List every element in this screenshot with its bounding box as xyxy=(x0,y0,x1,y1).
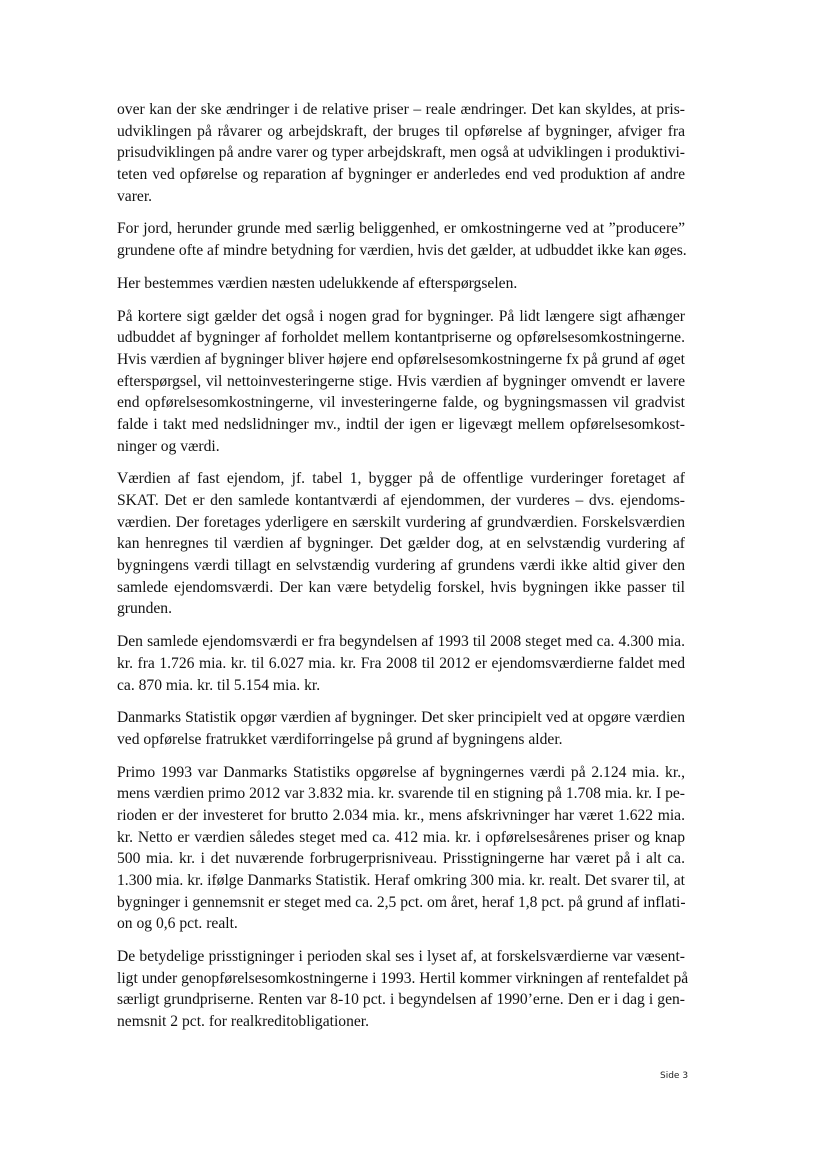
text-line: on og 0,6 pct. realt. xyxy=(117,915,238,933)
text-line: efterspørgsel, vil nettoinvesteringerne stige. Hvis værdien af bygninger omvendt er lavere xyxy=(117,372,685,390)
text-line: kr. fra 1.726 mia. kr. til 6.027 mia. kr. Fra 2008 til 2012 er ejendomsværdierne faldet med xyxy=(117,654,685,672)
text-line: For jord, herunder grunde med særlig beliggenhed, er omkostningerne ved at ”producere” xyxy=(117,220,685,238)
text-line: falde i takt med nedslidninger mv., indtil der igen er ligevægt mellem opførelsesomkost- xyxy=(117,415,685,433)
text-line: særligt grundpriserne. Renten var 8-10 pct. i begyndelsen af 1990’erne. Den er i dag i gen- xyxy=(117,991,685,1009)
text-line: mens værdien primo 2012 var 3.832 mia. kr. svarende til en stigning på 1.708 mia. kr. I pe- xyxy=(117,785,685,803)
paragraph xyxy=(117,306,685,458)
document-body xyxy=(117,99,689,1044)
text-line: 1.300 mia. kr. ifølge Danmarks Statistik. Heraf omkring 300 mia. kr. realt. Det svarer til, at xyxy=(117,872,685,889)
text-line: samlede ejendomsværdi. Der kan være betydelig forskel, hvis bygningen ikke passer til xyxy=(117,578,685,596)
text-line: De betydelige prisstigninger i perioden skal ses i lyset af, at forskelsværdierne var væsent- xyxy=(117,948,685,966)
paragraph xyxy=(117,218,685,261)
text-line: Hvis værdien af bygninger bliver højere end opførelsesomkostningerne fx på grund af øget xyxy=(117,350,685,368)
text-line: Danmarks Statistik opgør værdien af bygninger. Det sker principielt ved at opgøre værdien xyxy=(117,709,685,727)
text-line: ninger og værdi. xyxy=(117,437,220,455)
text-line: kan henregnes til værdien af bygninger. Det gælder dog, at en selvstændig vurdering af xyxy=(117,535,685,553)
text-line: varer. xyxy=(117,187,153,205)
paragraph xyxy=(117,762,685,936)
text-line: Her bestemmes værdien næsten udelukkende af efterspørgselen. xyxy=(117,274,518,292)
text-line: udviklingen på råvarer og arbejdskraft, der bruges til opførelse af bygninger, afviger fra xyxy=(117,122,685,140)
text-line: rioden er der investeret for brutto 2.034 mia. kr., mens afskrivninger har været 1.622 mia. xyxy=(117,806,685,824)
text-line: SKAT. Det er den samlede kontantværdi af ejendommen, der vurderes – dvs. ejendoms- xyxy=(117,492,685,509)
paragraph xyxy=(117,707,685,750)
page-number: Side 3 xyxy=(660,1071,689,1081)
text-line: grundene ofte af mindre betydning for værdien, hvis det gælder, at udbuddet ikke kan øges. xyxy=(117,242,687,260)
text-line: ved opførelse fratrukket værdiforringelse på grund af bygningens alder. xyxy=(117,730,563,748)
text-line: prisudviklingen på andre varer og typer arbejdskraft, men også at udviklingen i produktivi- xyxy=(117,144,685,162)
paragraph xyxy=(117,273,685,295)
text-line: teten ved opførelse og reparation af bygninger er anderledes end ved produktion af andre xyxy=(117,166,685,184)
paragraph xyxy=(117,468,685,620)
text-line: Værdien af fast ejendom, jf. tabel 1, bygger på de offentlige vurderinger foretaget af xyxy=(117,470,685,488)
text-line: Primo 1993 var Danmarks Statistiks opgørelse af bygningernes værdi på 2.124 mia. kr., xyxy=(117,763,685,781)
text-line: over kan der ske ændringer i de relative priser – reale ændringer. Det kan skyldes, at pris- xyxy=(117,101,685,118)
text-line: værdien. Der foretages yderligere en særskilt vurdering af grundværdien. Forskelsværdien xyxy=(117,513,685,531)
paragraph xyxy=(117,99,685,207)
text-line: Den samlede ejendomsværdi er fra begyndelsen af 1993 til 2008 steget med ca. 4.300 mia. xyxy=(117,633,685,651)
text-line: På kortere sigt gælder det også i nogen grad for bygninger. På lidt længere sigt afhænger xyxy=(117,307,685,325)
paragraph xyxy=(117,631,685,696)
text-line: bygninger i gennemsnit er steget med ca. 2,5 pct. om året, heraf 1,8 pct. på grund af inflati- xyxy=(117,893,686,911)
text-line: end opførelsesomkostningerne, vil investeringerne falde, og bygningsmassen vil gradvist xyxy=(117,394,685,412)
text-line: bygningens værdi tillagt en selvstændig vurdering af grundens værdi ikke altid giver den xyxy=(117,557,685,575)
text-line: 500 mia. kr. i det nuværende forbrugerprisniveau. Prisstigningerne har været på i alt ca. xyxy=(117,850,685,868)
paragraph xyxy=(117,946,689,1033)
text-line: grunden. xyxy=(117,600,172,618)
text-line: ca. 870 mia. kr. til 5.154 mia. kr. xyxy=(117,676,321,694)
text-line: nemsnit 2 pct. for realkreditobligationer. xyxy=(117,1013,370,1031)
text-line: kr. Netto er værdien således steget med ca. 412 mia. kr. i opførelsesårenes priser og knap xyxy=(117,828,685,846)
text-line: ligt under genopførelsesomkostningerne i 1993. Hertil kommer virkningen af rentefaldet på xyxy=(117,969,689,987)
text-line: udbuddet af bygninger af forholdet mellem kontantpriserne og opførelsesomkostningerne. xyxy=(117,329,685,347)
